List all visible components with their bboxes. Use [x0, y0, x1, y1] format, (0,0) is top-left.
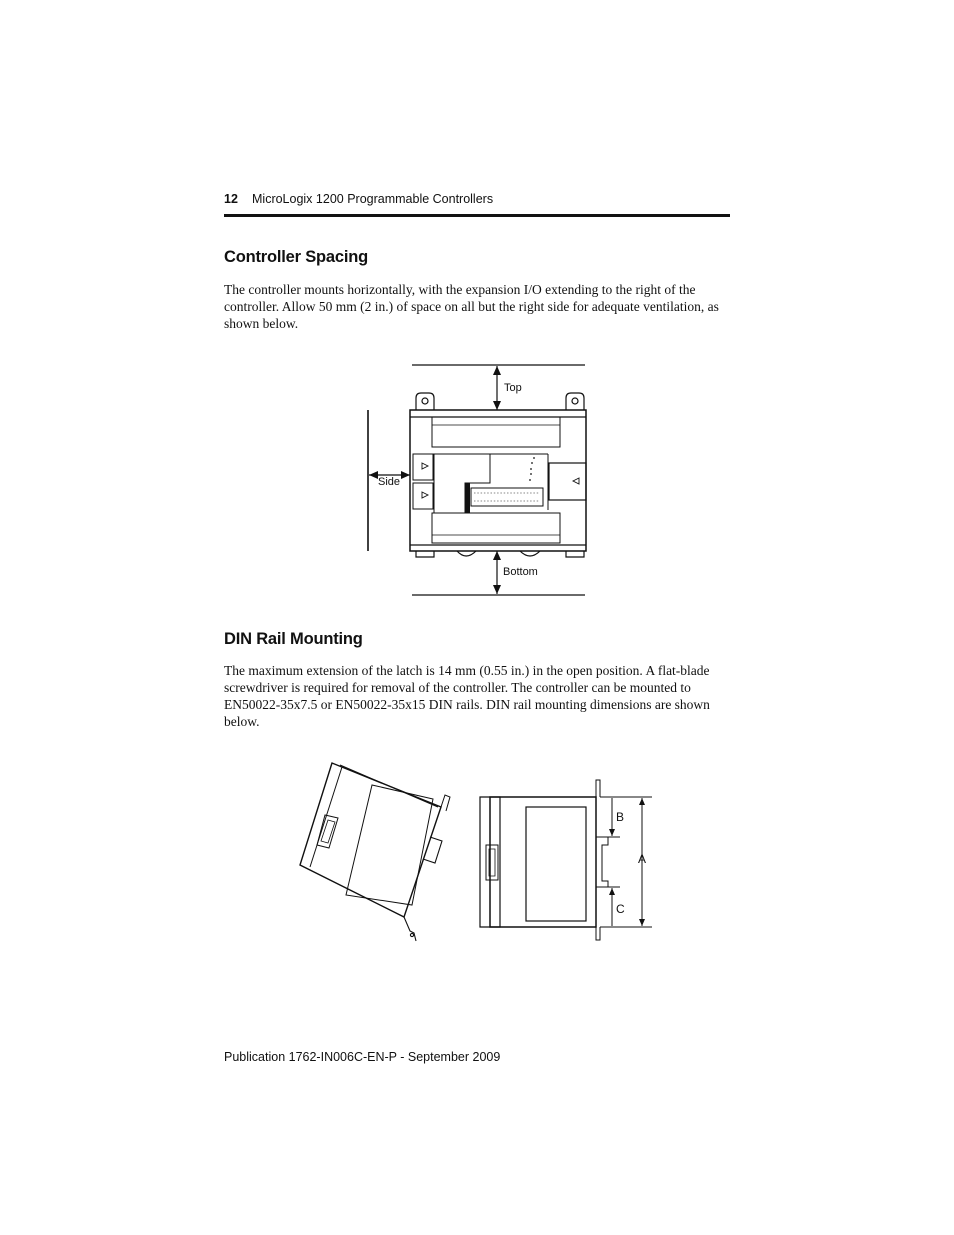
- side-view-controller-drawing: [480, 780, 608, 940]
- label-side: Side: [378, 476, 401, 488]
- arrow-a-bottom-icon: [639, 919, 645, 926]
- tilted-controller-drawing: [300, 763, 450, 941]
- label-bottom: Bottom: [503, 566, 538, 578]
- label-top: Top: [504, 382, 522, 394]
- arrow-c-icon: [609, 888, 615, 895]
- label-c: C: [616, 902, 625, 916]
- footer-publication: Publication 1762-IN006C-EN-P - September 2009: [224, 1050, 501, 1064]
- page-number: 12: [224, 192, 238, 206]
- header-rule: [224, 214, 730, 217]
- section-heading-controller-spacing: Controller Spacing: [224, 248, 368, 266]
- arrow-b-icon: [609, 829, 615, 836]
- controller-spacing-figure: [350, 355, 600, 600]
- running-title: MicroLogix 1200 Programmable Controllers: [252, 192, 494, 206]
- section-body-din-rail-mounting: The maximum extension of the latch is 14 mm (0.55 in.) in the open position. A flat-blade screwdriver is required for removal of the controller. The controller can be mounted to EN50022-35x7.5 or EN50022-35x15 DIN rails. DIN rail mounting dimensions are shown below.: [224, 663, 710, 729]
- din-rail-figure: [290, 755, 670, 955]
- section-heading-din-rail-mounting: DIN Rail Mounting: [224, 630, 363, 648]
- arrow-a-top-icon: [639, 798, 645, 805]
- side-arrow-icon: [369, 471, 378, 479]
- label-b: B: [616, 810, 625, 824]
- label-a: A: [638, 852, 647, 866]
- controller-drawing: [410, 393, 586, 557]
- top-arrow-icon: [493, 366, 501, 375]
- section-body-controller-spacing: The controller mounts horizontally, with the expansion I/O extending to the right of the controller. Allow 50 mm (2 in.) of space on all but the right side for adequate ventilation, as shown below.: [224, 282, 719, 331]
- bottom-arrow-icon: [493, 551, 501, 560]
